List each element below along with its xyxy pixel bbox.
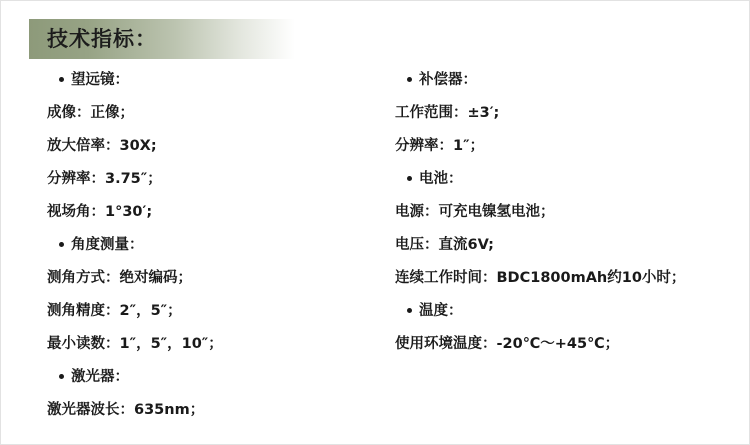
bullet-icon	[407, 77, 412, 82]
spec-line-text: 最小读数：1″，5″，10″；	[47, 335, 223, 352]
spec-line	[45, 327, 375, 360]
spec-line-text: 放大倍率：30X;	[47, 137, 157, 154]
spec-line-text: 测角精度：2″，5″；	[47, 302, 182, 319]
spec-line-text: 测角方式：绝对编码；	[47, 269, 192, 286]
specs-right-column	[393, 63, 733, 360]
specs-left-column	[45, 63, 375, 426]
spec-line	[393, 195, 733, 228]
spec-line	[393, 228, 733, 261]
spec-group-heading	[45, 360, 375, 393]
spec-line	[45, 129, 375, 162]
page-title: 技术指标：	[47, 27, 157, 51]
spec-group-label: 激光器：	[71, 368, 129, 385]
spec-line	[45, 294, 375, 327]
spec-line	[45, 393, 375, 426]
spec-line	[393, 96, 733, 129]
bullet-icon	[59, 374, 64, 379]
bullet-icon	[407, 176, 412, 181]
spec-group-heading	[393, 294, 733, 327]
spec-group-label: 望远镜：	[71, 71, 129, 88]
spec-line	[45, 162, 375, 195]
spec-line	[393, 327, 733, 360]
spec-group-heading	[45, 63, 375, 96]
spec-line-text: 工作范围：±3′;	[395, 104, 500, 121]
spec-line-text: 视场角：1°30′;	[47, 203, 153, 220]
spec-group-heading	[393, 162, 733, 195]
spec-group-heading	[45, 228, 375, 261]
spec-group-label: 电池：	[419, 170, 463, 187]
spec-line-text: 电源：可充电镍氢电池；	[395, 203, 555, 220]
spec-line-text: 分辨率：3.75″；	[47, 170, 162, 187]
bullet-icon	[407, 308, 412, 313]
spec-line-text: 连续工作时间：BDC1800mAh约10小时；	[395, 269, 686, 286]
spec-line-text: 成像：正像；	[47, 104, 134, 121]
spec-line-text: 电压：直流6V;	[395, 236, 494, 253]
spec-group-label: 角度测量：	[71, 236, 144, 253]
spec-line	[45, 96, 375, 129]
spec-line	[393, 261, 733, 294]
spec-line	[45, 261, 375, 294]
spec-line	[45, 195, 375, 228]
bullet-icon	[59, 242, 64, 247]
spec-group-label: 补偿器：	[419, 71, 477, 88]
spec-line-text: 使用环境温度：-20℃～+45℃；	[395, 335, 620, 352]
spec-line-text: 激光器波长：635nm；	[47, 401, 205, 418]
spec-line	[393, 129, 733, 162]
spec-group-heading	[393, 63, 733, 96]
bullet-icon	[59, 77, 64, 82]
spec-group-label: 温度：	[419, 302, 463, 319]
spec-line-text: 分辨率：1″；	[395, 137, 485, 154]
